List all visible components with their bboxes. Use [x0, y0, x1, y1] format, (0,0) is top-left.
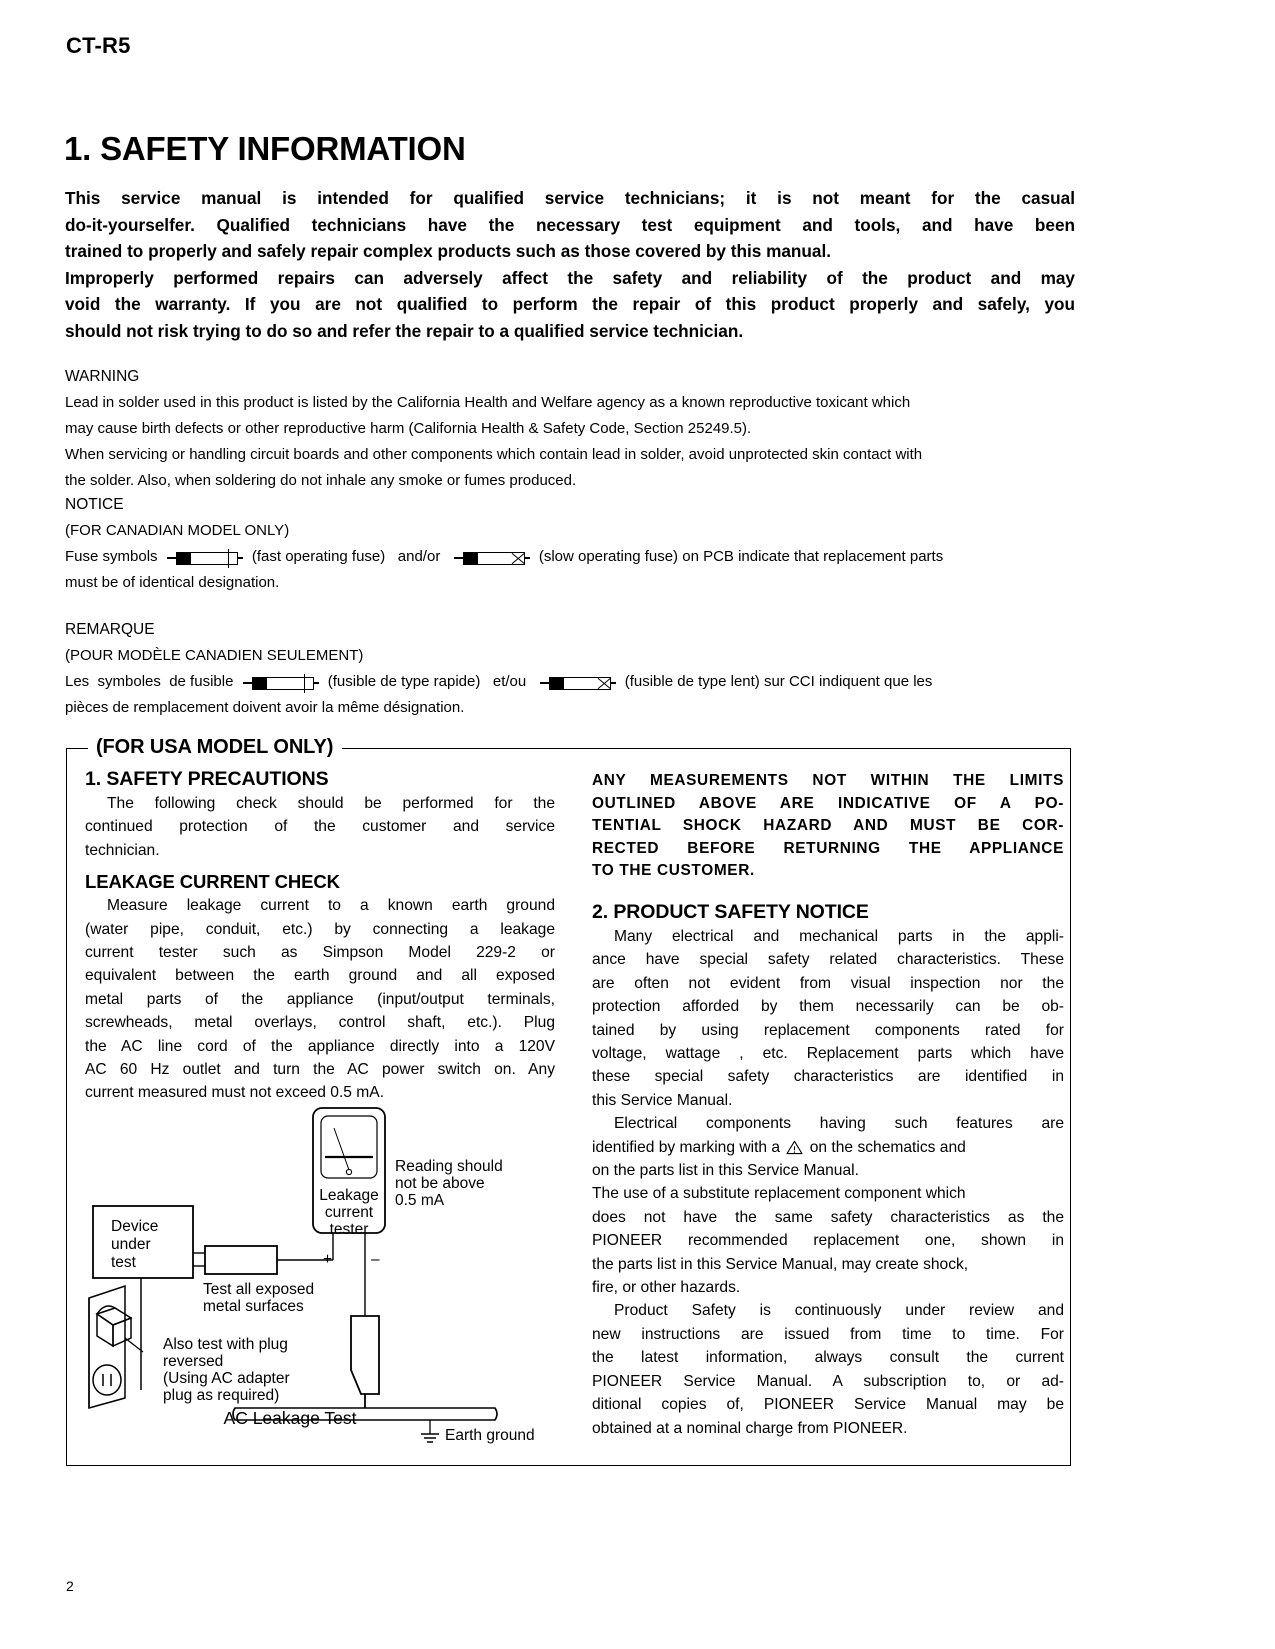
earth-ground-label: Earth ground [445, 1427, 535, 1444]
plug-top-face [97, 1308, 131, 1325]
usa-left-column [85, 768, 555, 1105]
wall-outlet [89, 1286, 131, 1408]
body-line: the latest information, always consult the current [592, 1349, 1064, 1367]
usa-box-legend: (FOR USA MODEL ONLY) [88, 736, 342, 758]
body-line: Many electrical and mechanical parts in the appli- [614, 927, 1064, 945]
safety-precautions-paragraph [85, 792, 555, 862]
remarque-fast-label: (fusible de type rapide) et/ou [323, 673, 535, 690]
body-line: technician. [85, 841, 160, 859]
tester-label-line: Leakage [319, 1187, 379, 1204]
intro-line: should not risk trying to do so and refer the repair to a qualified service technician. [65, 320, 744, 341]
remarque-fuse-line [65, 669, 1077, 695]
body-line: new instructions are issued from time to time. For [592, 1325, 1064, 1343]
product-safety-notice-heading: 2. PRODUCT SAFETY NOTICE [592, 900, 869, 923]
caps-line: ANY MEASUREMENTS NOT WITHIN THE LIMITS [592, 772, 1064, 789]
intro-paragraph [65, 185, 1075, 345]
body-line: does not have the same safety characteristics as the [592, 1208, 1064, 1226]
body-line: the parts list in this Service Manual, may create shock, [592, 1255, 969, 1273]
meter-needle [334, 1128, 349, 1170]
warning-block [65, 364, 1077, 494]
plug-note-line: Also test with plug [163, 1336, 288, 1353]
receptacle-face [93, 1365, 121, 1395]
warning-line: may cause birth defects or other reproductive harm (California Health & Safety Code, Section 25249.5). [65, 420, 752, 437]
plug-front-face [97, 1314, 113, 1346]
body-line: the AC line cord of the appliance directly into a 120V [85, 1037, 555, 1055]
body-line: continued protection of the customer and service [85, 818, 555, 836]
warning-label: WARNING [65, 368, 140, 385]
body-line: equivalent between the earth ground and all exposed [85, 967, 555, 985]
body-line: are often not evident from visual inspection nor the [592, 974, 1064, 992]
device-label-line: Device [111, 1218, 159, 1235]
notice-fuse-prefix: Fuse symbols [65, 548, 162, 565]
body-line: (water pipe, conduit, etc.) by connecting a leakage [85, 920, 555, 938]
body-line: screwheads, metal overlays, control shaft, etc.). Plug [85, 1014, 555, 1032]
body-text-before-icon: identified by marking with a [592, 1138, 785, 1156]
body-line: The use of a substitute replacement component which [592, 1185, 966, 1203]
product-safety-paragraph-3 [592, 1299, 1064, 1439]
intro-line: do-it-yourselfer. Qualified technicians have the necessary test equipment and tools, and have been [65, 214, 1075, 235]
body-line: ance have special safety related characteristics. These [592, 951, 1064, 969]
page-title: 1. SAFETY INFORMATION [64, 130, 466, 167]
body-line: PIONEER recommended replacement one, shown in [592, 1232, 1064, 1250]
body-line: current tester such as Simpson Model 229-2 or [85, 944, 555, 962]
body-line: PIONEER Service Manual. A subscription to, or ad- [592, 1372, 1064, 1390]
body-line: Measure leakage current to a known earth ground [107, 897, 555, 915]
notice-subtitle: (FOR CANADIAN MODEL ONLY) [65, 522, 290, 539]
remarque-block [65, 617, 1077, 721]
notice-slow-label: (slow operating fuse) on PCB indicate that replacement parts [534, 548, 944, 565]
warning-line: the solder. Also, when soldering do not inhale any smoke or fumes produced. [65, 472, 577, 489]
test-clamp-block [205, 1246, 277, 1274]
body-line: tained by using replacement components rated for [592, 1021, 1064, 1039]
fast-fuse-icon [167, 552, 243, 565]
tester-label-line: tester [329, 1221, 369, 1238]
body-line: these special safety characteristics are identified in [592, 1068, 1064, 1086]
notice-label: NOTICE [65, 496, 124, 513]
body-line: Product Safety is continuously under review and [614, 1302, 1064, 1320]
caps-line: OUTLINED ABOVE ARE INDICATIVE OF A PO- [592, 794, 1064, 812]
page-number: 2 [66, 1578, 74, 1594]
body-line: voltage, wattage , etc. Replacement parts which have [592, 1045, 1064, 1062]
tester-label-line: current [324, 1204, 374, 1221]
notice-block [65, 492, 1077, 596]
polarity-minus: – [371, 1251, 380, 1268]
reading-note-line: not be above [395, 1175, 485, 1192]
earth-ground-symbol [421, 1434, 439, 1442]
remarque-label: REMARQUE [65, 621, 155, 638]
leakage-current-check-paragraph [85, 894, 555, 1105]
body-line: protection afforded by them necessarily can be ob- [592, 998, 1064, 1016]
leakage-current-check-heading: LEAKAGE CURRENT CHECK [85, 871, 340, 893]
remarque-slow-label: (fusible de type lent) sur CCI indiquent que les [620, 673, 933, 690]
body-text-after-icon: on the schematics and [805, 1138, 966, 1156]
intro-line: void the warranty. If you are not qualified to perform the repair of this product properly and safely, you [65, 294, 1075, 315]
remarque-subtitle: (POUR MODÈLE CANADIEN SEULEMENT) [65, 647, 364, 664]
intro-line: trained to properly and safely repair complex products such as those covered by this manual. [65, 241, 832, 262]
plug-note-line: reversed [163, 1353, 224, 1370]
model-code: CT-R5 [66, 33, 131, 58]
caps-line: RECTED BEFORE RETURNING THE APPLIANCE [592, 839, 1064, 857]
slow-fuse-icon [454, 552, 530, 565]
fast-fuse-icon [243, 677, 319, 690]
diagram-svg [85, 1098, 555, 1448]
body-line: metal parts of the appliance (input/output terminals, [85, 990, 555, 1008]
body-line: Electrical components having such features are [614, 1115, 1064, 1133]
body-line: The following check should be performed for the [107, 795, 555, 812]
caps-line: TO THE CUSTOMER. [592, 862, 755, 880]
remarque-fuse-prefix: Les symboles de fusible [65, 673, 238, 690]
safety-precautions-heading: 1. SAFETY PRECAUTIONS [85, 768, 329, 790]
body-line: ditional copies of, PIONEER Service Manual may be [592, 1396, 1064, 1414]
warning-line: When servicing or handling circuit boards and other components which contain lead in solder, avoid unprotected skin contact with [65, 446, 923, 463]
intro-line: Improperly performed repairs can adversely affect the safety and reliability of the product and may [65, 267, 1075, 288]
usa-right-column [592, 770, 1064, 1440]
device-label-line: under [111, 1236, 151, 1253]
plug-note-line: plug as required) [163, 1387, 280, 1404]
meter-pivot [346, 1169, 351, 1174]
polarity-plus: + [323, 1251, 333, 1268]
notice-last-line: must be of identical designation. [65, 574, 280, 591]
body-line: on the parts list in this Service Manual. [592, 1162, 859, 1180]
reading-note-line: Reading should [395, 1158, 503, 1175]
body-line: current measured must not exceed 0.5 mA. [85, 1084, 385, 1102]
intro-line: This service manual is intended for qualified service technicians; it is not meant for the casual [65, 188, 1075, 208]
test-surfaces-note-line: Test all exposed [203, 1281, 315, 1298]
caps-line: TENTIAL SHOCK HAZARD AND MUST BE COR- [592, 817, 1064, 835]
plug-note-line: (Using AC adapter [163, 1370, 290, 1387]
product-safety-paragraph-1 [592, 925, 1064, 1112]
measurements-warning [592, 770, 1064, 883]
ac-leakage-test-diagram [85, 1098, 555, 1448]
warning-line: Lead in solder used in this product is listed by the California Health and Welfare agency as a known reproductive toxicant which [65, 394, 911, 411]
plug-side-face [113, 1318, 131, 1346]
body-line: obtained at a nominal charge from PIONEER. [592, 1419, 908, 1437]
body-line: fire, or other hazards. [592, 1279, 741, 1297]
reading-note-line: 0.5 mA [395, 1192, 445, 1209]
notice-fast-label: (fast operating fuse) and/or [247, 548, 449, 565]
body-line: this Service Manual. [592, 1091, 733, 1109]
diagram-labels [111, 1158, 535, 1444]
product-safety-paragraph-2 [592, 1112, 1064, 1299]
diagram-caption: AC Leakage Test [223, 1408, 357, 1428]
body-line: AC 60 Hz outlet and turn the AC power switch on. Any [85, 1061, 555, 1079]
test-surfaces-note-line: metal surfaces [203, 1298, 304, 1315]
remarque-last-line: pièces de remplacement doivent avoir la même désignation. [65, 699, 465, 716]
body-line-with-icon [592, 1136, 1064, 1159]
notice-fuse-line [65, 544, 1077, 570]
device-label-line: test [111, 1254, 136, 1271]
slow-fuse-icon [540, 677, 616, 690]
ground-probe [351, 1316, 379, 1394]
warning-triangle-icon [786, 1140, 803, 1155]
